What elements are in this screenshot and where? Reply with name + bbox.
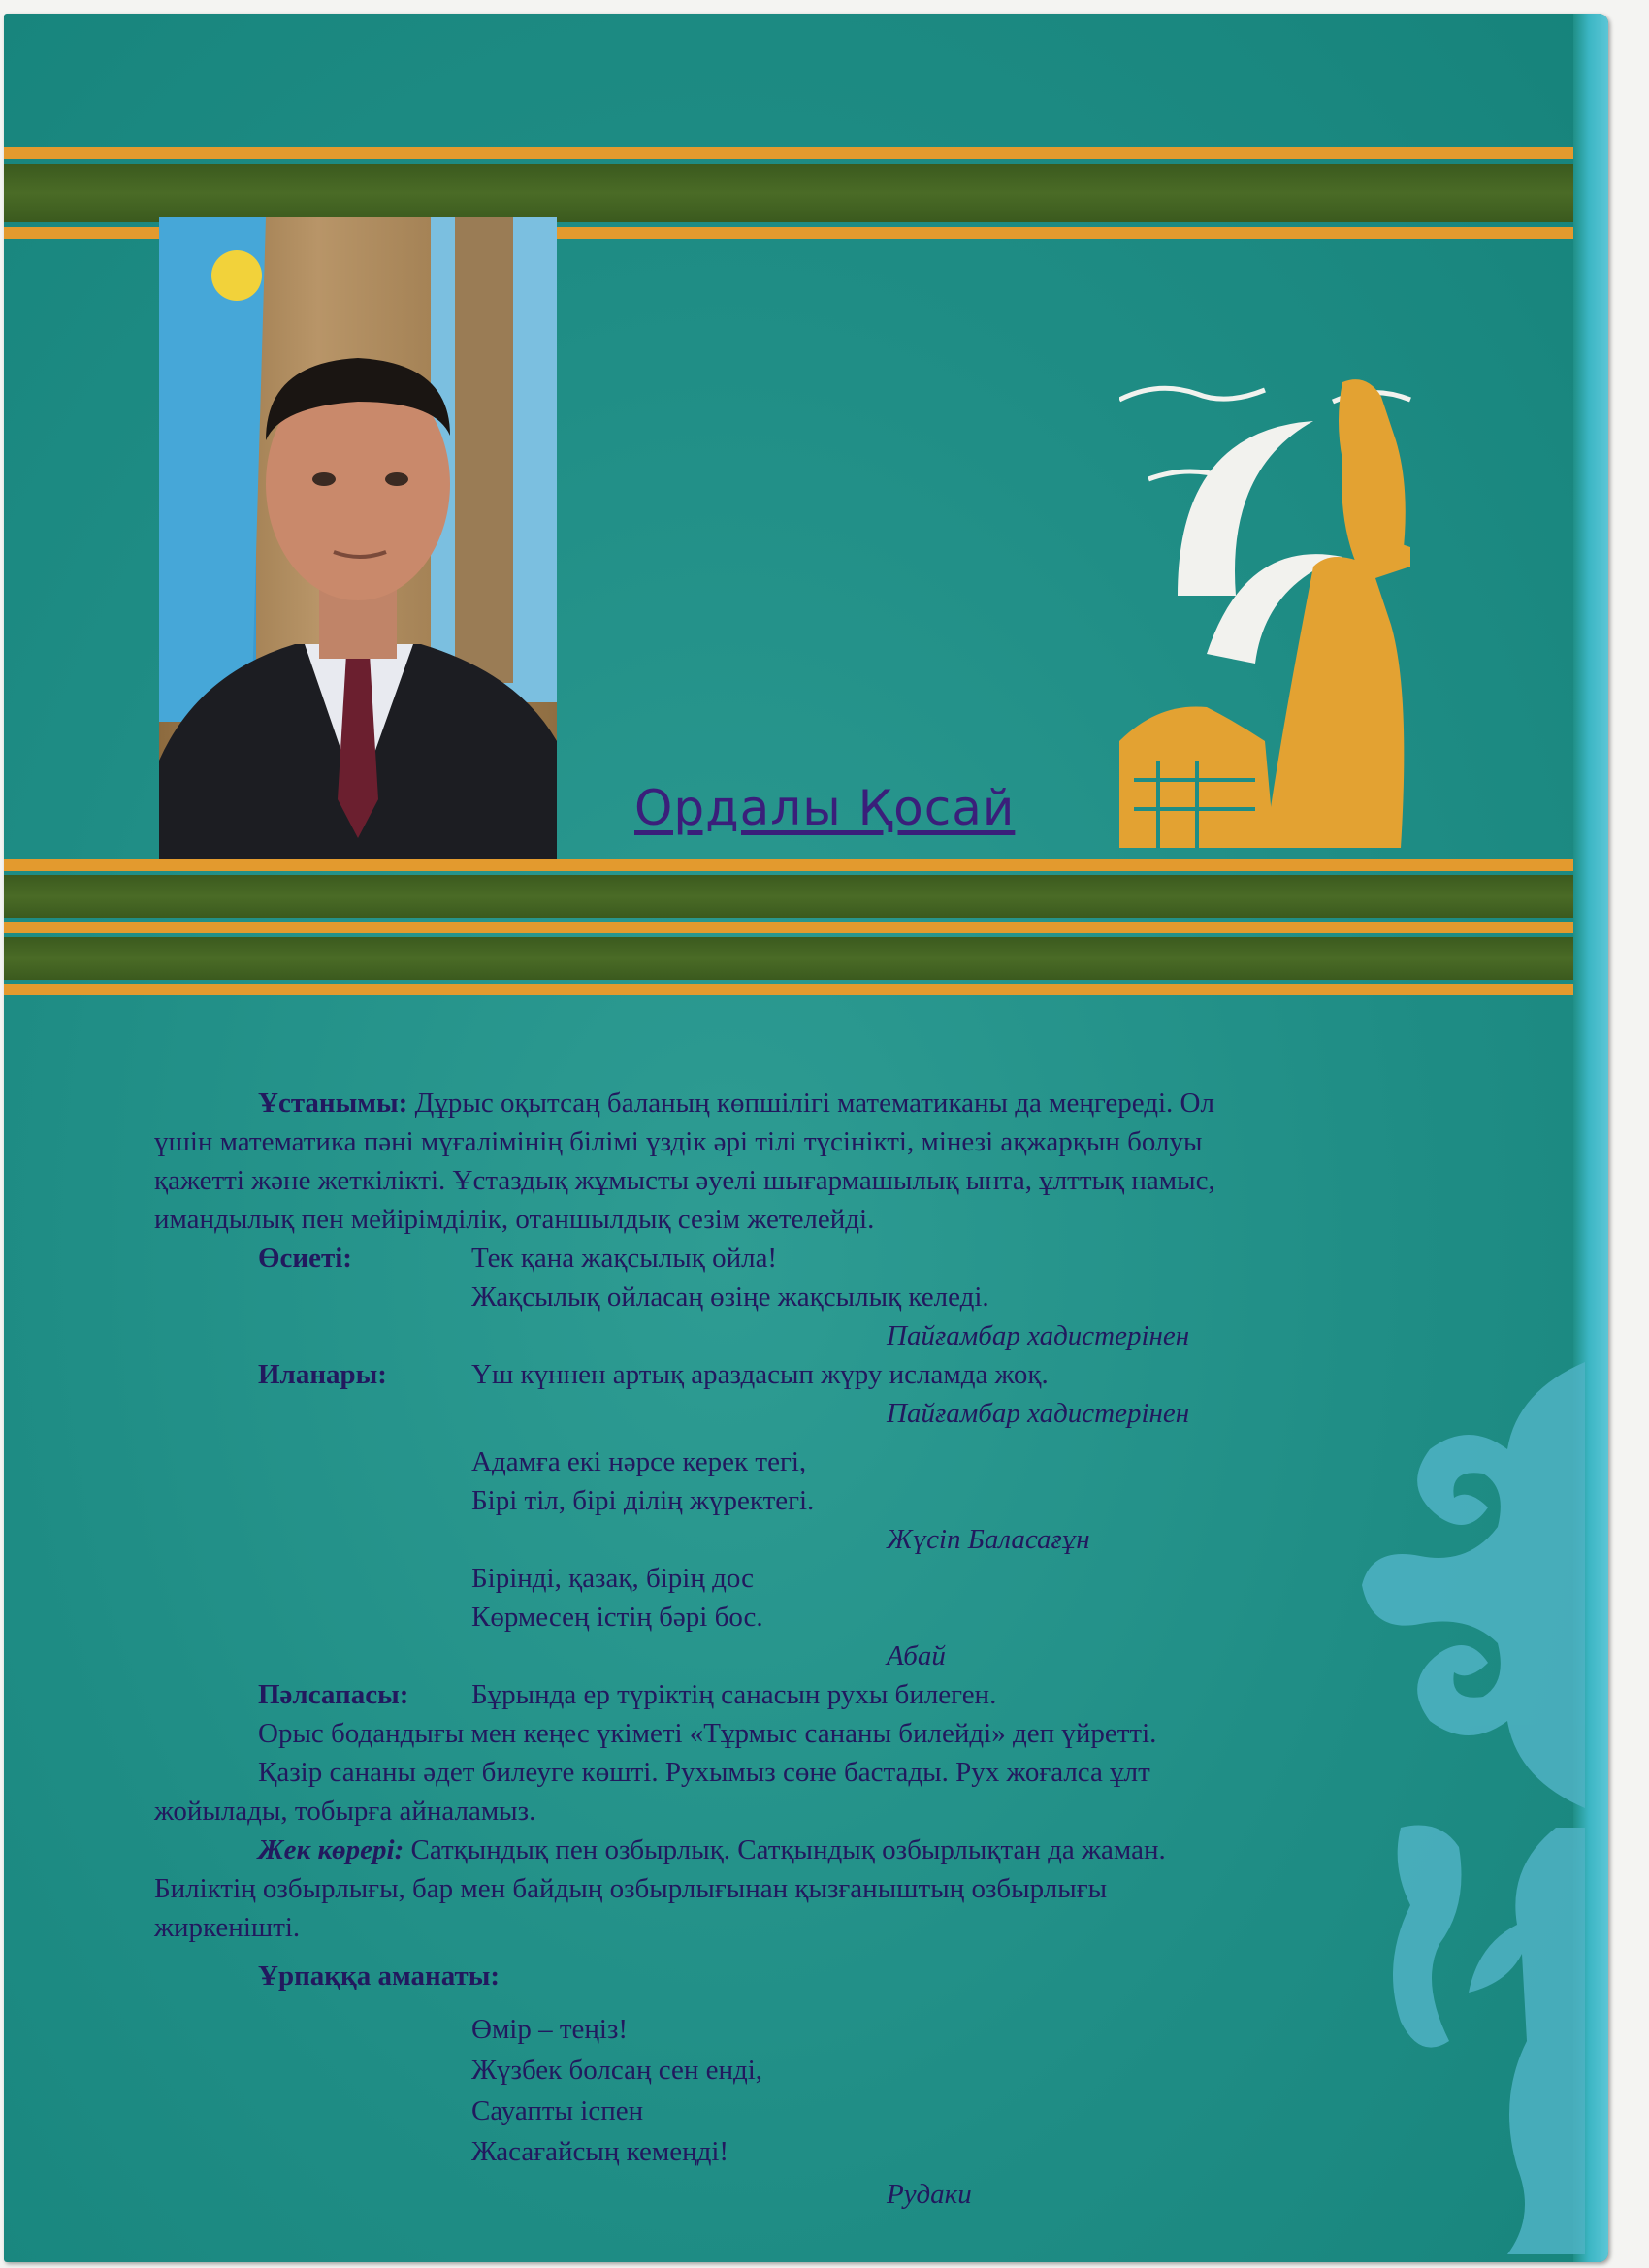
credo-line-2: үшін математика пәні мұғалімінің білімі үздік әрі тілі түсінікті, мінезі ақжарқын болуы xyxy=(154,1126,1203,1157)
author-name: Ордалы Қосай xyxy=(634,780,1016,836)
author-portrait-photo xyxy=(159,217,557,867)
cloud-line-1 xyxy=(1119,388,1265,400)
beliefs-quote-3-line-1: Бірінді, қазақ, бірің дос xyxy=(471,1563,754,1594)
credo-line-4: имандылық пен мейірімділік, отаншылдық сезім жетелейді. xyxy=(154,1204,875,1235)
beliefs-source-1: Пайғамбар хадистерінен xyxy=(887,1398,1190,1429)
dislikes-line-1: Сатқындық пен озбырлық. Сатқындық озбырлықтан да жаман. xyxy=(410,1834,1166,1865)
beliefs-quote-2-line-2: Бірі тіл, бірі ділің жүректегі. xyxy=(471,1485,815,1516)
testament-source: Пайғамбар хадистерінен xyxy=(887,1320,1190,1351)
dislikes-line-2: Биліктің озбырлығы, бар мен байдың озбырлығынан қызғаныштың озбырлығы xyxy=(154,1873,1108,1904)
beliefs-source-3: Абай xyxy=(887,1640,946,1671)
eagle-emblem-icon xyxy=(1119,373,1507,848)
curtain xyxy=(455,217,513,683)
philosophy-line-1: Бұрында ер түріктің санасын рухы билеген. xyxy=(471,1679,997,1710)
beliefs-quote-1: Үш күннен артық араздасып жүру исламда жоқ. xyxy=(471,1359,1049,1390)
rock-peak xyxy=(1265,557,1404,848)
philosophy-line-3: Қазір сананы әдет билеуге көшті. Рухымыз сөне бастады. Рух жоғалса ұлт xyxy=(258,1757,1150,1788)
ornament-upper xyxy=(1362,1362,1585,1808)
beliefs-quote-3-line-2: Көрмесең істің бәрі бос. xyxy=(471,1602,763,1633)
middle-band-orange-2 xyxy=(4,922,1573,933)
dislikes-block xyxy=(258,1832,1166,1867)
dislikes-line-3: жиркенішті. xyxy=(154,1912,301,1943)
legacy-line-1: Өмір – теңіз! xyxy=(471,2014,629,2045)
beliefs-source-2: Жүсіп Баласағұн xyxy=(887,1524,1090,1555)
credo-line-1: Дұрыс оқытсаң баланың көпшілігі математиканы да меңгереді. Ол xyxy=(414,1087,1214,1118)
flag-sun xyxy=(211,250,262,301)
left-eye xyxy=(312,472,336,486)
book-back-cover xyxy=(4,14,1608,2262)
philosophy-label: Пәлсапасы: xyxy=(258,1679,409,1710)
legacy-line-4: Жасағайсың кемеңді! xyxy=(471,2136,729,2167)
legacy-source: Рудаки xyxy=(887,2179,972,2210)
credo-line-3: қажетті және жеткілікті. Ұстаздық жұмысты әуелі шығармашылық ынта, ұлттық намыс, xyxy=(154,1165,1215,1196)
philosophy-line-2: Орыс бодандығы мен кеңес үкіметі «Тұрмыс сананы билейді» деп үйретті. xyxy=(258,1718,1157,1749)
beliefs-quote-2-line-1: Адамға екі нәрсе керек тегі, xyxy=(471,1446,807,1477)
right-eye xyxy=(385,472,408,486)
legacy-line-2: Жүзбек болсаң сен енді, xyxy=(471,2055,763,2086)
legacy-line-3: Сауапты іспен xyxy=(471,2095,644,2126)
testament-line-2: Жақсылық ойласаң өзіңе жақсылық келеді. xyxy=(471,1281,989,1312)
dancer-figure xyxy=(1393,1826,1462,2048)
top-band-olive xyxy=(4,164,1573,222)
beliefs-label: Иланары: xyxy=(258,1359,387,1390)
middle-band-olive-1 xyxy=(4,875,1573,918)
credo-block xyxy=(258,1085,1214,1120)
legacy-label: Ұрпаққа аманаты: xyxy=(258,1960,501,1992)
middle-band-orange-1 xyxy=(4,859,1573,871)
portrait-illustration xyxy=(159,217,557,867)
testament-label: Өсиеті: xyxy=(258,1243,352,1274)
middle-band-olive-2 xyxy=(4,937,1573,980)
middle-band-orange-3 xyxy=(4,984,1573,995)
credo-label: Ұстанымы: xyxy=(258,1087,408,1118)
dislikes-label: Жек көрері: xyxy=(258,1834,404,1865)
ornament-lower xyxy=(1469,1828,1585,2254)
kazakh-ornament-icon xyxy=(1362,1362,1608,2254)
top-band-orange-upper xyxy=(4,147,1573,159)
testament-line-1: Тек қана жақсылық ойла! xyxy=(471,1243,778,1274)
philosophy-line-4: жойылады, тобырға айналамыз. xyxy=(154,1796,536,1827)
